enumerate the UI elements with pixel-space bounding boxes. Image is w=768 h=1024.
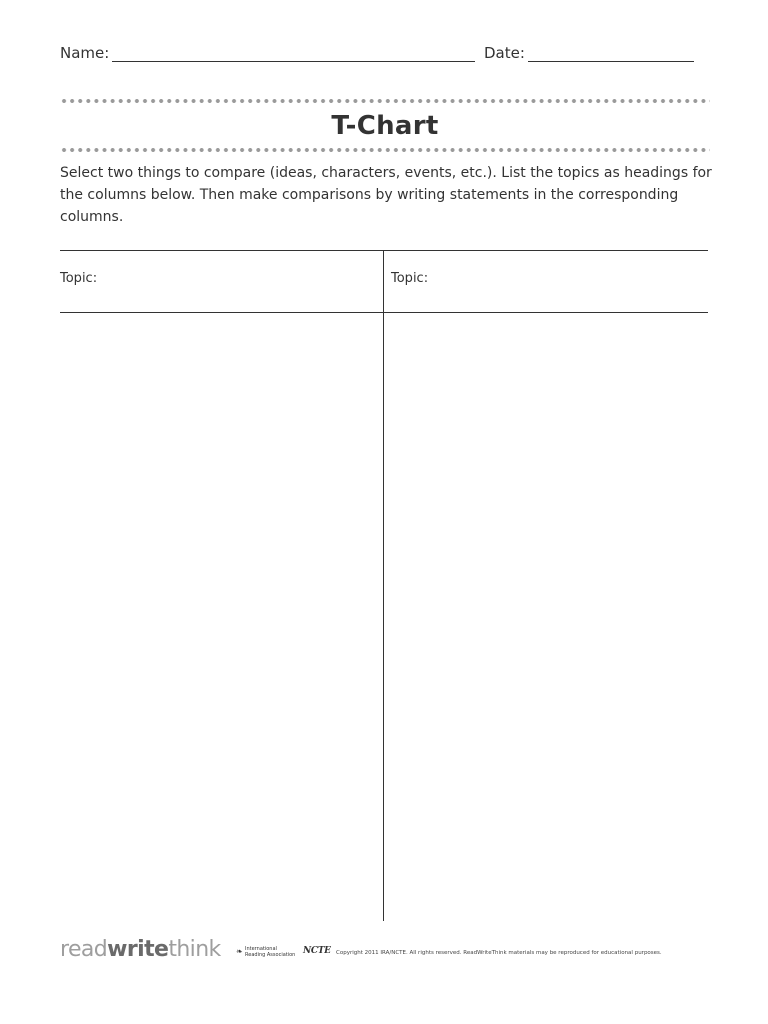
table-top-border — [60, 250, 708, 251]
table-center-divider — [383, 251, 384, 921]
instructions-text: Select two things to compare (ideas, characters, events, etc.). List the topics as headings for the columns below. Then make comparisons by writing statements in the corresponding columns. — [60, 165, 712, 225]
table-header-divider — [60, 312, 708, 313]
ira-line2: Reading Association — [245, 952, 296, 958]
ira-line1: International — [245, 946, 277, 952]
ira-emblem-icon: ❧ — [236, 947, 243, 956]
dotted-divider-bottom — [60, 147, 710, 153]
topic-right-label: Topic: — [391, 271, 429, 286]
date-label: Date: — [484, 44, 525, 62]
page-title: T-Chart — [331, 111, 439, 141]
topic-left-label: Topic: — [60, 271, 98, 286]
dotted-divider-top — [60, 98, 710, 104]
readwritethink-logo: readwritethink — [60, 937, 221, 962]
ira-logo — [236, 944, 296, 960]
date-field-line[interactable] — [528, 61, 694, 62]
footer — [60, 936, 710, 966]
name-label: Name: — [60, 44, 110, 62]
ncte-logo: NCTE — [303, 946, 331, 956]
header-row — [60, 42, 710, 66]
copyright-text: Copyright 2011 IRA/NCTE. All rights reserved. ReadWriteThink materials may be reproduced for educational purposes. — [336, 950, 662, 956]
name-field-line[interactable] — [112, 61, 475, 62]
